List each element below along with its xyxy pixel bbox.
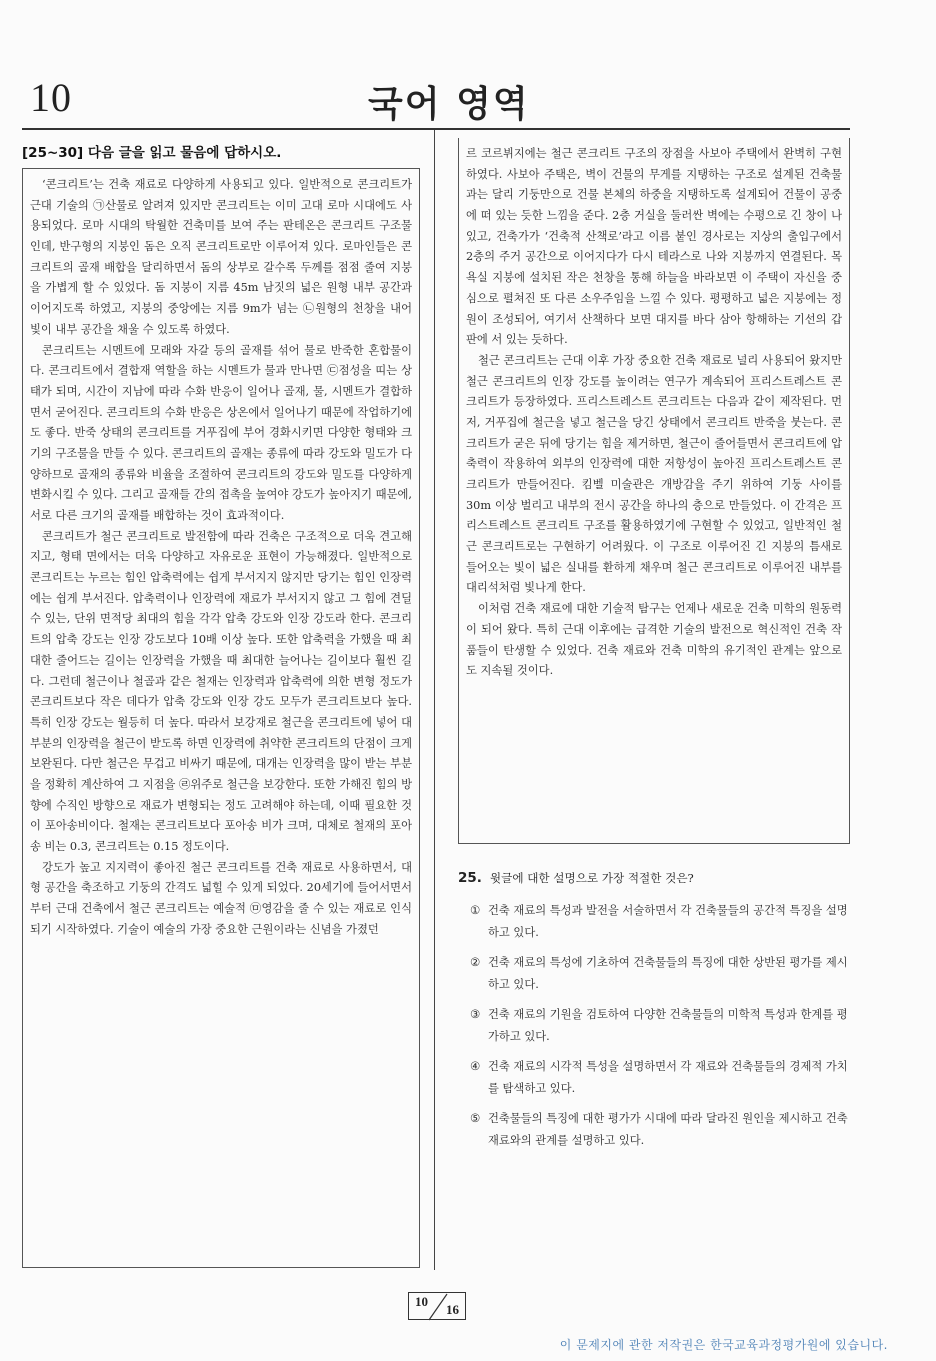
choice-number: ② bbox=[470, 956, 481, 969]
passage-paragraph: 이처럼 건축 재료에 대한 기술적 탐구는 언제나 새로운 건축 미학의 원동력이 되어 왔다. 특히 근대 이후에는 급격한 기술의 발전으로 혁신적인 건축 작품들이 탄생할 수 있었다. 건축 재료와 건축 미학의 유기적인 관계는 앞으로도 지속될 것이다. bbox=[466, 602, 842, 678]
choice-number: ① bbox=[470, 904, 481, 917]
choice-number: ④ bbox=[470, 1060, 481, 1073]
question-stem bbox=[458, 870, 848, 886]
passage-paragraph: 르 코르뷔지에는 철근 콘크리트 구조의 장점을 사보아 주택에서 완벽히 구현하였다. 사보아 주택은, 벽이 건물의 무게를 지탱하는 구조로 설계된 건축물과는 달리 기둥만으로 건물 본체의 하중을 지탱하도록 설계되어 건물이 공중에 떠 있는 듯한 느낌을 준다. 2층 거실을 둘러싼 벽에는 수평으로 긴 창이 나 있고, 건축가가 ‘건축적 산책로’라고 이름 붙인 경사로는 지상의 출입구에서 2층의 주거 공간으로 이어지다가 다시 테라스로 나와 지붕까지 연결된다. 목욕실 지붕에 설치된 작은 천창을 통해 하늘을 바라보면 이 주택이 자신을 중심으로 펼쳐진 또 다른 소우주임을 느낄 수 있다. 평평하고 넓은 지붕에는 정원이 조성되어, 여기서 산책하다 보면 대지를 바다 삼아 항해하는 기선의 갑판에 서 있는 듯하다. bbox=[466, 147, 842, 347]
passage-paragraph: 강도가 높고 지지력이 좋아진 철근 콘크리트를 건축 재료로 사용하면서, 대형 공간을 축조하고 기둥의 간격도 넓힐 수 있게 되었다. 20세기에 들어서면서부터 근대 건축에서 철근 콘크리트는 예술적 ㉤영감을 줄 수 있는 재료로 인식되기 시작하였다. 기술이 예술의 가장 중요한 근원이라는 신념을 가졌던 bbox=[30, 860, 412, 936]
total-pages: 16 bbox=[446, 1302, 459, 1317]
footer-page-indicator bbox=[408, 1292, 466, 1320]
passage-paragraph: 철근 콘크리트는 근대 이후 가장 중요한 건축 재료로 널리 사용되어 왔지만 철근 콘크리트의 인장 강도를 높이려는 연구가 계속되어 프리스트레스트 콘크리트가 등장하였다. 프리스트레스트 콘크리트는 다음과 같이 제작된다. 먼저, 거푸집에 철근을 넣고 철근을 당긴 상태에서 콘크리트 반죽을 붓는다. 콘크리트가 굳은 뒤에 당기는 힘을 제거하면, 철근이 줄어들면서 콘크리트에 압축력이 작용하여 외부의 인장력에 대한 저항성이 높아진 프리스트레스트 콘크리트가 만들어진다. 킴벨 미술관은 개방감을 주기 위하여 기둥 사이를 30m 이상 벌리고 내부의 전시 공간을 하나의 층으로 만들었다. 이 간격은 프리스트레스트 콘크리트 구조를 활용하였기에 구현할 수 있었고, 일반적인 철근 콘크리트로는 구현하기 어려웠다. 이 구조로 이루어진 긴 지붕의 틈새로 들어오는 빛이 넓은 실내를 환하게 채우며 철근 콘크리트로 이루어진 내부를 대리석처럼 빛나게 한다. bbox=[466, 353, 842, 595]
choice-text: 건축 재료의 특성에 기초하여 건축물들의 특징에 대한 상반된 평가를 제시하고 있다. bbox=[488, 956, 848, 991]
subject-title: 국어 영역 bbox=[368, 84, 530, 125]
choice-3[interactable] bbox=[458, 1004, 848, 1048]
choice-2[interactable] bbox=[458, 952, 848, 996]
choice-1[interactable] bbox=[458, 900, 848, 944]
page-number: 10 bbox=[30, 75, 72, 120]
passage-paragraph: ‘콘크리트’는 건축 재료로 다양하게 사용되고 있다. 일반적으로 콘크리트가 근대 기술의 ㉠산물로 알려져 있지만 콘크리트는 이미 고대 로마 시대에도 사용되었다. 로마 시대의 탁월한 건축미를 보여 주는 판테온은 콘크리트 구조물인데, 반구형의 지붕인 돔은 오직 콘크리트로만 이루어져 있다. 로마인들은 콘크리트의 골재 배합을 달리하면서 돔의 상부로 갈수록 두께를 점점 줄여 지붕을 가볍게 할 수 있었다. 돔 지붕이 지름 45m 남짓의 넓은 원형 내부 공간과 이어지도록 하였고, 지붕의 중앙에는 지름 9m가 넘는 ㉡원형의 천창을 내어 빛이 내부 공간을 채울 수 있도록 하였다. bbox=[30, 178, 412, 336]
choice-text: 건축물들의 특징에 대한 평가가 시대에 따라 달라진 원인을 제시하고 건축 재료와의 관계를 설명하고 있다. bbox=[488, 1112, 848, 1147]
copyright-notice: 이 문제지에 관한 저작권은 한국교육과정평가원에 있습니다. bbox=[559, 1338, 888, 1352]
header-rule bbox=[22, 128, 850, 130]
choice-text: 건축 재료의 특성과 발전을 서술하면서 각 건축물들의 공간적 특징을 설명하고 있다. bbox=[488, 904, 848, 939]
passage-left-column bbox=[22, 168, 420, 1268]
choice-4[interactable] bbox=[458, 1056, 848, 1100]
column-divider bbox=[434, 130, 435, 1270]
choice-text: 건축 재료의 기원을 검토하여 다양한 건축물들의 미학적 특성과 한계를 평가하고 있다. bbox=[488, 1008, 848, 1043]
choice-number: ⑤ bbox=[470, 1112, 481, 1125]
instruction-text: [25~30] 다음 글을 읽고 물음에 답하시오. bbox=[22, 145, 282, 161]
passage-paragraph: 콘크리트는 시멘트에 모래와 자갈 등의 골재를 섞어 물로 반죽한 혼합물이다. 콘크리트에서 결합재 역할을 하는 시멘트가 물과 만나면 ㉢점성을 띠는 상태가 되며, 시간이 지남에 따라 수화 반응이 일어나 골재, 물, 시멘트가 결합하면서 굳어진다. 콘크리트의 수화 반응은 상온에서 일어나기 때문에 작업하기에도 좋다. 반죽 상태의 콘크리트를 거푸집에 부어 경화시키면 다양한 형태와 크기의 구조물을 만들 수 있다. 콘크리트의 골재는 종류에 따라 강도와 밀도가 다양하므로 골재의 종류와 비율을 조절하여 콘크리트의 강도와 밀도를 다양하게 변화시킬 수 있다. 그리고 골재들 간의 접촉을 높여야 강도가 높아지기 때문에, 서로 다른 크기의 골재를 배합하는 것이 효과적이다. bbox=[30, 343, 412, 522]
question-stem-text: 윗글에 대한 설명으로 가장 적절한 것은? bbox=[489, 871, 694, 885]
question-25 bbox=[458, 870, 848, 1160]
choice-number: ③ bbox=[470, 1008, 481, 1021]
current-page: 10 bbox=[415, 1294, 428, 1309]
passage-right-column bbox=[458, 138, 850, 844]
passage-paragraph: 콘크리트가 철근 콘크리트로 발전함에 따라 건축은 구조적으로 더욱 견고해지고, 형태 면에서는 더욱 다양하고 자유로운 표현이 가능해졌다. 일반적으로 콘크리트는 누르는 힘인 압축력에는 쉽게 부서지지 않지만 당기는 힘인 인장력에는 쉽게 부서진다. 압축력이나 인장력에 재료가 부서지지 않고 그 힘에 견딜 수 있는, 단위 면적당 최대의 힘을 각각 압축 강도와 인장 강도라 한다. 콘크리트의 압축 강도는 인장 강도보다 10배 이상 높다. 또한 압축력을 가했을 때 최대한 줄어드는 길이는 인장력을 가했을 때 최대한 늘어나는 길이보다 훨씬 길다. 그런데 철근이나 철골과 같은 철재는 인장력과 압축력에 의한 변형 정도가 콘크리트보다 작은 데다가 압축 강도와 인장 강도 모두가 콘크리트보다 높다. 특히 인장 강도는 월등히 더 높다. 따라서 보강재로 철근을 콘크리트에 넣어 대부분의 인장력을 철근이 받도록 하면 인장력에 취약한 콘크리트의 단점이 크게 보완된다. 다만 철근은 무겁고 비싸기 때문에, 대개는 인장력을 많이 받는 부분을 정확히 계산하여 그 지점을 ㉣위주로 철근을 보강한다. 또한 가해진 힘의 방향에 수직인 방향으로 재료가 변형되는 정도 고려해야 하는데, 이때 필요한 것이 포아송비이다. 철재는 콘크리트보다 포아송 비가 크며, 대체로 철재의 포아송 비는 0.3, 콘크리트는 0.15 정도이다. bbox=[30, 529, 412, 853]
choice-text: 건축 재료의 시각적 특성을 설명하면서 각 재료와 건축물들의 경제적 가치를 탐색하고 있다. bbox=[488, 1060, 848, 1095]
question-number: 25. bbox=[458, 870, 482, 886]
choice-5[interactable] bbox=[458, 1108, 848, 1152]
